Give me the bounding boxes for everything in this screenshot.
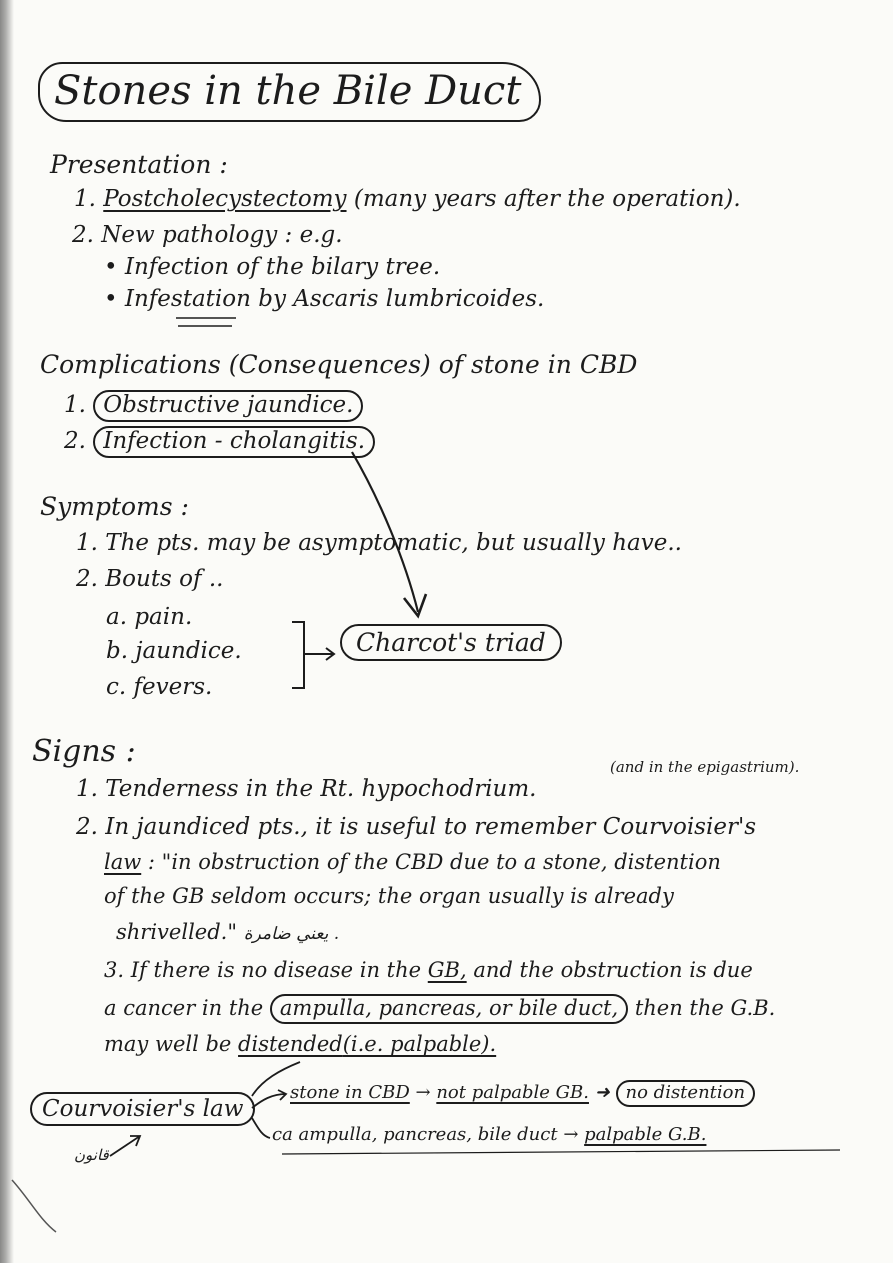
- not-palpable-gb: not palpable GB.: [436, 1082, 589, 1103]
- bullet-dot: •: [104, 286, 125, 312]
- presentation-bullet-2-text: Infestation by: [124, 286, 286, 312]
- note-arrow: [110, 1136, 140, 1156]
- cancer-sites: ampulla, pancreas, or bile duct,: [270, 994, 628, 1024]
- arrow-icon: →: [415, 1082, 437, 1103]
- arabic-gloss: يعني ضامرة .: [243, 924, 340, 944]
- symptom-a: a. pain.: [106, 604, 193, 630]
- law-quote-start: : "in obstruction of the CBD due to a stone, distention: [147, 850, 721, 874]
- symptom-b: b. jaundice.: [106, 638, 242, 664]
- courvoisier-law-box: Courvoisier's law: [30, 1092, 255, 1126]
- presentation-bullet-1-text: Infection of the bilary tree.: [124, 254, 441, 280]
- gb-word: GB,: [427, 958, 467, 982]
- complications-item-2-num: 2.: [64, 428, 86, 454]
- bullet-dot: •: [104, 254, 125, 280]
- arabic-note: قانون: [74, 1146, 109, 1164]
- charcot-triad: Charcot's triad: [340, 624, 562, 661]
- symptoms-heading: Symptoms :: [40, 492, 189, 521]
- signs-item-1-note: (and in the epigastrium).: [610, 758, 800, 776]
- presentation-bullet-2-organism: Ascaris lumbricoides.: [293, 286, 545, 312]
- signs-heading: Signs :: [32, 734, 136, 769]
- arrow-icon: ➜: [594, 1082, 616, 1103]
- presentation-heading: Presentation :: [50, 150, 228, 179]
- presentation-item-1-rest: (many years after the operation).: [353, 186, 741, 212]
- complications-item-1-num: 1.: [64, 392, 86, 418]
- complications-heading-main: Complications (Consequences): [40, 350, 431, 379]
- complications-item-1-text: Obstructive jaundice.: [93, 390, 363, 422]
- signs-item-1: 1. Tenderness in the Rt. hypochodrium.: [76, 776, 537, 802]
- presentation-item-1-num: 1.: [74, 186, 96, 212]
- distended-arrow: [252, 1062, 300, 1096]
- symptoms-item-2: 2. Bouts of ..: [76, 566, 224, 592]
- summary-underline: [282, 1150, 840, 1154]
- palpable-note: (i.e. palpable).: [342, 1032, 497, 1056]
- then-gb-text: then the G.B.: [634, 996, 776, 1020]
- infestation-underline: [176, 318, 236, 326]
- stone-in-cbd: stone in CBD: [290, 1082, 410, 1103]
- law-quote-end: shrivelled.": [116, 920, 237, 944]
- ca-sites: ca ampulla, pancreas, bile duct: [272, 1124, 558, 1145]
- signs-item-3-text-cont: and the obstruction is due: [473, 958, 753, 982]
- symptom-c: c. fevers.: [106, 674, 213, 700]
- symptoms-item-1: 1. The pts. may be asymptomatic, but usually have..: [76, 530, 682, 556]
- signs-item-3-text: 3. If there is no disease in the: [104, 958, 422, 982]
- page-title: Stones in the Bile Duct: [38, 62, 541, 122]
- arrow-icon: →: [563, 1124, 585, 1145]
- presentation-item-2: 2. New pathology : e.g.: [72, 222, 343, 248]
- presentation-item-1-main: Postcholecystectomy: [103, 186, 347, 212]
- may-well-be-text: may well be: [104, 1032, 232, 1056]
- no-distention: no distention: [616, 1080, 756, 1107]
- law-word: law: [104, 850, 142, 874]
- courvoisier-name: Courvoisier's: [602, 814, 757, 840]
- palpable-gb: palpable G.B.: [584, 1124, 707, 1145]
- cholangitis-arrow: [352, 452, 418, 612]
- complications-heading-rest: of stone in CBD: [438, 350, 638, 379]
- branch-down-arrow: [252, 1118, 270, 1138]
- triad-bracket: [292, 622, 304, 688]
- branch-up-arrow: [252, 1090, 286, 1108]
- cancer-text: a cancer in the: [104, 996, 264, 1020]
- signs-item-2-line-3: of the GB seldom occurs; the organ usually is already: [104, 884, 674, 908]
- signs-item-2-text: 2. In jaundiced pts., it is useful to remember: [76, 814, 596, 840]
- page-corner-mark: [12, 1180, 56, 1232]
- distended-word: distended: [238, 1032, 343, 1056]
- complications-item-2-text: Infection - cholangitis.: [93, 426, 375, 458]
- triad-arrow: [304, 648, 334, 660]
